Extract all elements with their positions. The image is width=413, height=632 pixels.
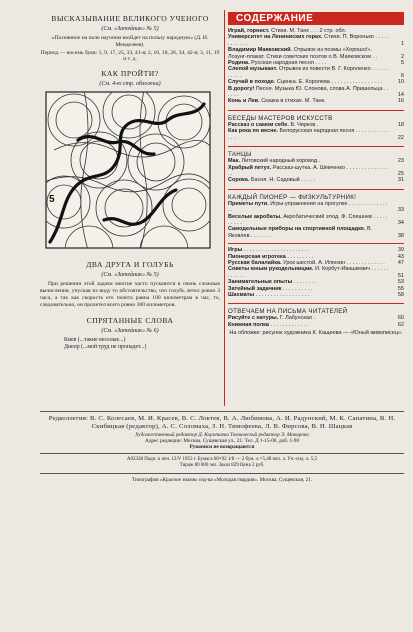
contents-entry-page: 2 — [400, 53, 404, 60]
contents-entry-title: Веселые акробаты. — [228, 213, 282, 220]
contents-entry-details: Белорусская народная песня . . . . . . . . . . . . . . — [228, 128, 388, 141]
contents-entry-title: Конь и Лев. — [228, 98, 260, 105]
contents-entry-title: Сорока. — [228, 177, 250, 184]
contents-entry-details: Рассказ-шутка. А. Шевченко . . . . . . . . . . . . . . . . — [228, 164, 388, 177]
contents-entry-page: 5 — [400, 60, 404, 67]
editorial-address: Адрес редакции: Москва, Сущевская ул., 21. Тел. Д 1-15-00, доб. 1-98 — [145, 437, 299, 444]
contents-entry — [228, 34, 404, 47]
contents-entry-details: Игры-упражнения на прогулке . . . . . . . . . . . . . . . — [228, 200, 388, 214]
contents-entry-title: Приметы пути. — [228, 200, 269, 207]
contents-entry-details: Отрывок из поэмы «Хорошо!». Лозунг-плакат. Стихи советских поэтов о В. Маяковском . . — [228, 47, 378, 60]
contents-entry-page: 53 — [397, 279, 404, 286]
divider — [40, 411, 404, 412]
contents-entry — [228, 86, 404, 99]
contents-entry-page: 6 — [400, 72, 404, 79]
quote-text: «Посеянное на поле научном взойдет на пользу народную» (Д. И. Менделеев). — [51, 35, 209, 48]
contents-list — [228, 28, 404, 337]
contents-entry-details: Сказка в стихах. М. Танк. — [261, 98, 326, 105]
contents-entry-details: Б. Чирков . — [290, 121, 319, 128]
contents-entry-title: Мак. — [228, 158, 240, 165]
editorial-board: Редколлегия: В. С. Колесаев, М. И. Красев, В. С. Локтев, В. А. Любимова, А. И. Радунский, М. К. Сапатина, В. Н. Скибицкая (редактор), А. С. Соломаха, З. Н. Тимофеева, Л. В. Фирсова, В. Н. Шацкая — [48, 415, 396, 431]
divider — [40, 473, 404, 474]
maze-puzzle-figure — [44, 90, 212, 250]
contents-entry-page: 18 — [397, 121, 404, 128]
contents-entry — [228, 47, 404, 60]
friends-answer-text: При решении этой задачи многие часто пускаются в очень сложные вычисления, упуская из виду то обстоятельство, что голубь летел ровно 3 часа, а так как скорость его полета равна 100 километрам в час, то, следовательно, он пролетел всего ровно 300 километров. — [40, 281, 220, 308]
section-ref: (См. «Затейник» № 5) — [101, 26, 159, 32]
column-divider — [224, 10, 225, 406]
contents-entry-details: Стихи. М. Танк . . . 2 стр. обл. — [271, 28, 347, 34]
contents-entry-page: 33 — [397, 207, 404, 214]
contents-entry-title: Как река по весне. — [228, 128, 278, 135]
contents-entry-page: 31 — [397, 177, 404, 184]
hidden-words-list — [64, 337, 220, 351]
contents-entry-title: Слепой музыкант. — [228, 66, 278, 73]
answers-column — [40, 14, 220, 351]
contents-entry-details: Акробатический этюд. Ф. Спешнев . . . . . . . . . . — [228, 213, 388, 226]
contents-entry-details: Басня. Н. Садовый . . . . . — [250, 177, 316, 184]
contents-entry-title: Затейный задачник — [228, 285, 282, 292]
contents-column — [228, 12, 404, 337]
contents-entry — [228, 226, 404, 239]
contents-entry-details: . . . . . . . . . . . . . . . . . . — [255, 292, 310, 298]
contents-entry-details: Стихи. П. Воронько . . . . . . . . . . . . — [228, 34, 390, 47]
contents-entry-page: 14 — [397, 92, 404, 99]
hidden-word-line: Днепр (...мой труд не пропадет...) — [64, 343, 147, 350]
contents-entry-details: Песня. Музыка Ю. Слонова, слова А. Пришельца . . . . . . — [228, 85, 389, 99]
imprint-block — [40, 408, 404, 483]
section-title-scientist: ВЫСКАЗЫВАНИЕ ВЕЛИКОГО УЧЕНОГО — [51, 14, 209, 23]
manuscripts-note: Рукописи не возвращаются — [189, 444, 255, 451]
art-editors: Художественный редактор Д. Коротаева Технический редактор Э. Макарова — [135, 431, 309, 438]
contents-entry — [228, 322, 404, 328]
contents-entry-title: Университет на Лениниских горах. — [228, 34, 323, 41]
contents-entry — [228, 292, 404, 298]
contents-entry — [228, 214, 404, 227]
contents-entry — [228, 66, 404, 79]
printing-house: Типография «Красное знамя» изд-ва «Молодая гвардия». Москва, Сущевская, 21. — [131, 476, 313, 483]
contents-entry-page: 34 — [397, 219, 404, 226]
contents-entry-page: 62 — [397, 321, 404, 328]
contents-entry-page: 60 — [397, 315, 404, 322]
contents-entry-page: 16 — [397, 98, 404, 105]
contents-entry-details: . . . . . . . . — [293, 279, 317, 286]
contents-heading: СОДЕРЖАНИЕ — [228, 12, 404, 25]
print-info: А02328 Подп. к печ. 12/V 1953 г. Бумага 60×92 1/8 — 2 бум. л.=5,48 печ. л. Уч.-изд. л. 5,5 — [126, 457, 318, 463]
contents-entry-title: Храбрый петух. — [228, 164, 272, 171]
contents-entry — [228, 165, 404, 178]
maze-start-mark: 5 — [49, 194, 55, 206]
contents-entry-details: И. Корбут-Ивашкевич . . . . . . . . . . . . — [228, 266, 389, 279]
contents-entry-details: Г. Лабунская . — [279, 315, 315, 322]
contents-entry-title: Русская балалайка. — [228, 259, 282, 266]
period-text: Период — восемь букв: 1, 9, 17, 25, 33, 41-я; 2, 10, 18, 26, 34, 42-я; 3, 11, 19 и т. д. — [40, 49, 220, 63]
contents-entry-title: Рассказ о самом себе. — [228, 121, 289, 128]
section-title-hidden-words: СПРЯТАННЫЕ СЛОВА — [86, 315, 174, 325]
contents-entry-title: Игры — [228, 247, 243, 254]
contents-entry-page: 55 — [397, 285, 404, 292]
contents-entry-title: Книжная полка — [228, 321, 269, 328]
contents-entry-details: В. Яковлев . . . . . . . — [228, 226, 373, 239]
contents-entry-page: 58 — [397, 292, 404, 298]
contents-entry-details: . . . . . . . . . . . . . — [270, 321, 309, 328]
contents-entry-title: Родина. — [228, 60, 250, 67]
print-run: Тираж 80 000 экз. Заказ 829 Цена 3 руб. — [179, 463, 265, 469]
contents-entry-page: 51 — [397, 272, 404, 279]
section-ref: (См. 4-ю стр. обложки) — [99, 81, 161, 88]
contents-entry-details: . . . . . . . . . — [287, 253, 314, 260]
contents-entry-page: 22 — [397, 134, 404, 141]
contents-entry-title: Советы юным рукодельницам. — [228, 266, 314, 273]
contents-section-title: ТАНЦЫ — [228, 146, 404, 158]
divider — [40, 453, 404, 454]
cover-note: На обложке: рисунок художника К. Кащеева — «Юный живописец». — [229, 330, 403, 337]
contents-entry-page: 23 — [397, 158, 404, 165]
contents-entry-title: Играй, горнист. — [228, 28, 270, 34]
contents-entry — [228, 201, 404, 214]
section-ref: (См. «Затейник» № 5) — [101, 272, 159, 279]
contents-entry-title: Случай в походе. — [228, 79, 276, 86]
contents-entry-title: Самодельные приборы на спортивной площадке. — [228, 226, 366, 233]
contents-entry-page: 10 — [397, 79, 404, 86]
contents-entry-title: В дорогу! — [228, 85, 255, 92]
contents-entry-details: Сценка. Е. Королева . . . . . . . . . . . . . . . . . — [276, 79, 382, 86]
section-title-maze: КАК ПРОЙТИ? — [101, 69, 159, 79]
contents-entry-details: Русская народная песня . . . . — [251, 60, 327, 67]
contents-entry-details: Урок шестой. А. Илюхин . . . . . . . . . . . . . — [283, 259, 385, 266]
contents-entry-title: Рисуйте с натуры. — [228, 315, 279, 322]
contents-section-title: ОТВЕЧАЕМ НА ПИСЬМА ЧИТАТЕЛЕЙ — [228, 303, 404, 315]
contents-entry-title: Шахматы — [228, 292, 255, 298]
contents-section-title: БЕСЕДЫ МАСТЕРОВ ИСКУССТВ — [228, 110, 404, 122]
maze-drawing — [44, 90, 212, 250]
contents-entry-details: . . . . . . . . . . — [282, 285, 312, 292]
contents-entry-title: Владимир Маяковский. — [228, 47, 293, 54]
contents-entry — [228, 128, 404, 141]
contents-entry-page: 43 — [397, 253, 404, 260]
contents-entry-page: 38 — [397, 232, 404, 239]
contents-entry-details: Отрывок из повести В. Г. Короленко . . . . . . . . . . . — [228, 66, 389, 79]
contents-entry — [228, 266, 404, 279]
contents-entry — [228, 177, 404, 183]
contents-entry-details: Литовский народный хоровод . — [241, 158, 321, 165]
contents-entry-title: Занимательные опыты — [228, 279, 293, 286]
contents-entry-page: 39 — [397, 247, 404, 254]
contents-entry — [228, 98, 404, 104]
contents-section-title: КАЖДЫЙ ПИОНЕР — ФИЗКУЛЬТУРНИК! — [228, 189, 404, 201]
contents-entry-page: 1 — [400, 40, 404, 47]
contents-entry-title: Пионерская игротека — [228, 253, 286, 260]
contents-entry-details: . . . . . . . . . . . . . . . . . . . . . . — [243, 247, 310, 254]
contents-entry-page: 47 — [397, 259, 404, 266]
section-title-friends: ДВА ДРУГА И ГОЛУБЬ — [86, 260, 174, 270]
section-ref: (См. «Затейник» № 6) — [101, 327, 159, 334]
contents-entry-page: 25 — [397, 170, 404, 177]
hidden-word-line: Киев (...такие веселые...) — [64, 336, 126, 343]
